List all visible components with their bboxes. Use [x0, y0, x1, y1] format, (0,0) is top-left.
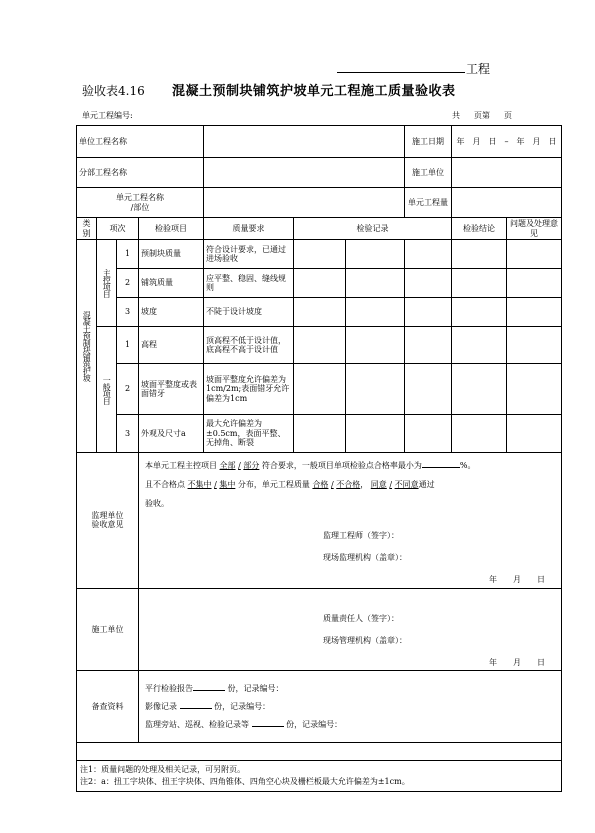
sub-project-value[interactable] — [204, 158, 405, 188]
issue-cell[interactable] — [507, 364, 562, 415]
item-name: 坡面平整度或表面错牙 — [139, 364, 204, 415]
record-cell[interactable] — [294, 415, 346, 453]
record-cell[interactable] — [346, 298, 405, 327]
unit-part-value[interactable] — [204, 188, 405, 218]
backup-materials — [139, 671, 562, 743]
record-cell[interactable] — [346, 415, 405, 453]
video-record-line: 影像记录 份，记录编号： — [145, 701, 271, 711]
item-no: 2 — [117, 269, 139, 298]
table-row — [77, 415, 562, 453]
general-items-label: 一般项目 — [102, 375, 112, 404]
record-cell[interactable] — [294, 269, 346, 298]
video-record-count[interactable] — [180, 708, 212, 709]
col-conclusion: 检验结论 — [452, 218, 507, 240]
option-disagree[interactable]: 不同意 — [394, 480, 419, 490]
option-concentrated[interactable]: 集中 — [219, 480, 236, 490]
supervision-text: 本单元工程主控项目 全部 / 部分 符合要求，一般项目单项检验点合格率最小为 %。 且不合格点 不集中 / 集中 分布，单元工程质量 合格 / 不合格， 同意 / 不同意通过 验收。 — [145, 461, 476, 509]
sub-project-label: 分部工程名称 — [77, 158, 204, 188]
backup-label: 备查资料 — [77, 671, 139, 743]
record-cell[interactable] — [294, 240, 346, 269]
item-requirement: 顶高程不低于设计值，底高程不高于设计值 — [204, 327, 294, 364]
blank-row — [77, 743, 562, 761]
supervision-signatures — [323, 525, 555, 569]
record-cell[interactable] — [405, 269, 452, 298]
info-row — [77, 126, 562, 158]
supervision-date[interactable]: 年 月 日 — [489, 575, 546, 585]
item-no: 3 — [117, 298, 139, 327]
item-no: 3 — [117, 415, 139, 453]
supervision-label: 监理单位 验收意见 — [77, 453, 139, 589]
conclusion-cell[interactable] — [452, 364, 507, 415]
project-name-line — [337, 72, 465, 73]
table-row — [77, 298, 562, 327]
conclusion-cell[interactable] — [452, 240, 507, 269]
option-agree[interactable]: 同意 — [370, 480, 387, 490]
category-cell — [77, 240, 97, 453]
record-cell[interactable] — [405, 298, 452, 327]
record-cell[interactable] — [294, 298, 346, 327]
conclusion-cell[interactable] — [452, 298, 507, 327]
inspection-record-line: 监理旁站、巡视、检验记录等 份，记录编号： — [145, 719, 343, 729]
item-name: 高程 — [139, 327, 204, 364]
table-number: 验收表4.16 — [82, 84, 145, 98]
notes-row — [77, 761, 562, 792]
record-cell[interactable] — [405, 415, 452, 453]
quality-person-signature[interactable]: 质量责任人（签字）： — [323, 613, 399, 623]
item-no: 2 — [117, 364, 139, 415]
quantity-label: 单元工程量 — [405, 188, 452, 218]
main-label-cell — [97, 240, 117, 327]
option-pass[interactable]: 合格 — [312, 480, 329, 490]
issue-cell[interactable] — [507, 240, 562, 269]
item-name: 铺筑质量 — [139, 269, 204, 298]
contractor-org-seal[interactable]: 现场管理机构（盖章）： — [323, 635, 407, 645]
inspection-record-count[interactable] — [252, 726, 284, 727]
contractor-row — [77, 588, 562, 671]
acceptance-table — [76, 125, 562, 792]
issue-cell[interactable] — [507, 327, 562, 364]
item-requirement: 应平整、稳固、缝线规则 — [204, 269, 294, 298]
col-record: 检验记录 — [294, 218, 452, 240]
col-item: 检验项目 — [139, 218, 204, 240]
record-cell[interactable] — [294, 364, 346, 415]
option-part[interactable]: 部分 — [243, 461, 260, 471]
col-order: 项次 — [97, 218, 139, 240]
page-title: 混凝土预制块铺筑护坡单元工程施工质量验收表 — [172, 84, 456, 99]
item-name: 坡度 — [139, 298, 204, 327]
conclusion-cell[interactable] — [452, 327, 507, 364]
contractor-section-label: 施工单位 — [77, 588, 139, 671]
backup-row — [77, 671, 562, 743]
col-issue: 问题及处理意见 — [507, 218, 562, 240]
item-no: 1 — [117, 327, 139, 364]
item-name: 外观及尺寸a — [139, 415, 204, 453]
option-all[interactable]: 全部 — [219, 461, 236, 471]
note-1: 注1：质量问题的处理及相关记录，可另附页。 — [80, 765, 246, 775]
info-row — [77, 188, 562, 218]
contractor-signatures — [323, 608, 555, 652]
parallel-test-count[interactable] — [193, 690, 225, 691]
record-cell[interactable] — [405, 327, 452, 364]
record-cell[interactable] — [346, 269, 405, 298]
engineer-signature[interactable]: 监理工程师（签字）： — [323, 531, 399, 541]
category-label: 混凝土预制块铺筑护坡 — [82, 311, 92, 382]
item-requirement: 符合设计要求，已通过进场验收 — [204, 240, 294, 269]
item-name: 预制块质量 — [139, 240, 204, 269]
parallel-test-line: 平行检验报告 份，记录编号： — [145, 683, 284, 693]
record-cell[interactable] — [346, 240, 405, 269]
conclusion-cell[interactable] — [452, 415, 507, 453]
issue-cell[interactable] — [507, 415, 562, 453]
quantity-value[interactable] — [452, 188, 562, 218]
table-row — [77, 364, 562, 415]
construction-date-value[interactable]: 年 月 日 – 年 月 日 — [452, 126, 562, 158]
unit-number-label: 单元工程编号: — [82, 111, 133, 120]
supervision-org-seal[interactable]: 现场监理机构（盖章）： — [323, 553, 407, 563]
record-cell[interactable] — [405, 364, 452, 415]
unit-part-label: 单元工程名称 /部位 — [77, 188, 204, 218]
unit-project-value[interactable] — [204, 126, 405, 158]
option-fail[interactable]: 不合格 — [336, 480, 361, 490]
item-requirement: 不陡于设计坡度 — [204, 298, 294, 327]
item-requirement: 最大允许偏差为±0.5cm，表面平整、无掉角、断裂 — [204, 415, 294, 453]
contractor-opinion — [139, 588, 562, 671]
unit-project-label: 单位工程名称 — [77, 126, 204, 158]
option-not-concentrated[interactable]: 不集中 — [187, 480, 212, 490]
record-cell[interactable] — [346, 327, 405, 364]
item-requirement: 坡面平整度允许偏差为1cm/2m;表面错牙允许偏差为1cm — [204, 364, 294, 415]
info-row — [77, 158, 562, 188]
note-2: 注2：a：扭工字块体、扭王字块体、四角锥体、四角空心块及栅栏板最大允许偏差为±1cm。 — [80, 777, 410, 787]
record-cell[interactable] — [346, 364, 405, 415]
column-header-row — [77, 218, 562, 240]
col-requirement: 质量要求 — [204, 218, 294, 240]
page-counter: 共 页第 页 — [452, 111, 512, 120]
issue-cell[interactable] — [507, 298, 562, 327]
table-row — [77, 269, 562, 298]
supervision-opinion — [139, 453, 562, 589]
notes — [77, 761, 562, 792]
contractor-date[interactable]: 年 月 日 — [489, 657, 546, 667]
project-suffix: 工程 — [466, 62, 491, 76]
issue-cell[interactable] — [507, 269, 562, 298]
contractor-label: 施工单位 — [405, 158, 452, 188]
table-row — [77, 240, 562, 269]
conclusion-cell[interactable] — [452, 269, 507, 298]
contractor-value[interactable] — [452, 158, 562, 188]
item-no: 1 — [117, 240, 139, 269]
supervision-row — [77, 453, 562, 589]
record-cell[interactable] — [294, 327, 346, 364]
table-row — [77, 327, 562, 364]
record-cell[interactable] — [405, 240, 452, 269]
construction-date-label: 施工日期 — [405, 126, 452, 158]
min-rate-input[interactable] — [422, 467, 460, 468]
general-label-cell — [97, 327, 117, 453]
col-category: 类别 — [77, 218, 97, 240]
main-items-label: 主控项目 — [102, 269, 112, 298]
